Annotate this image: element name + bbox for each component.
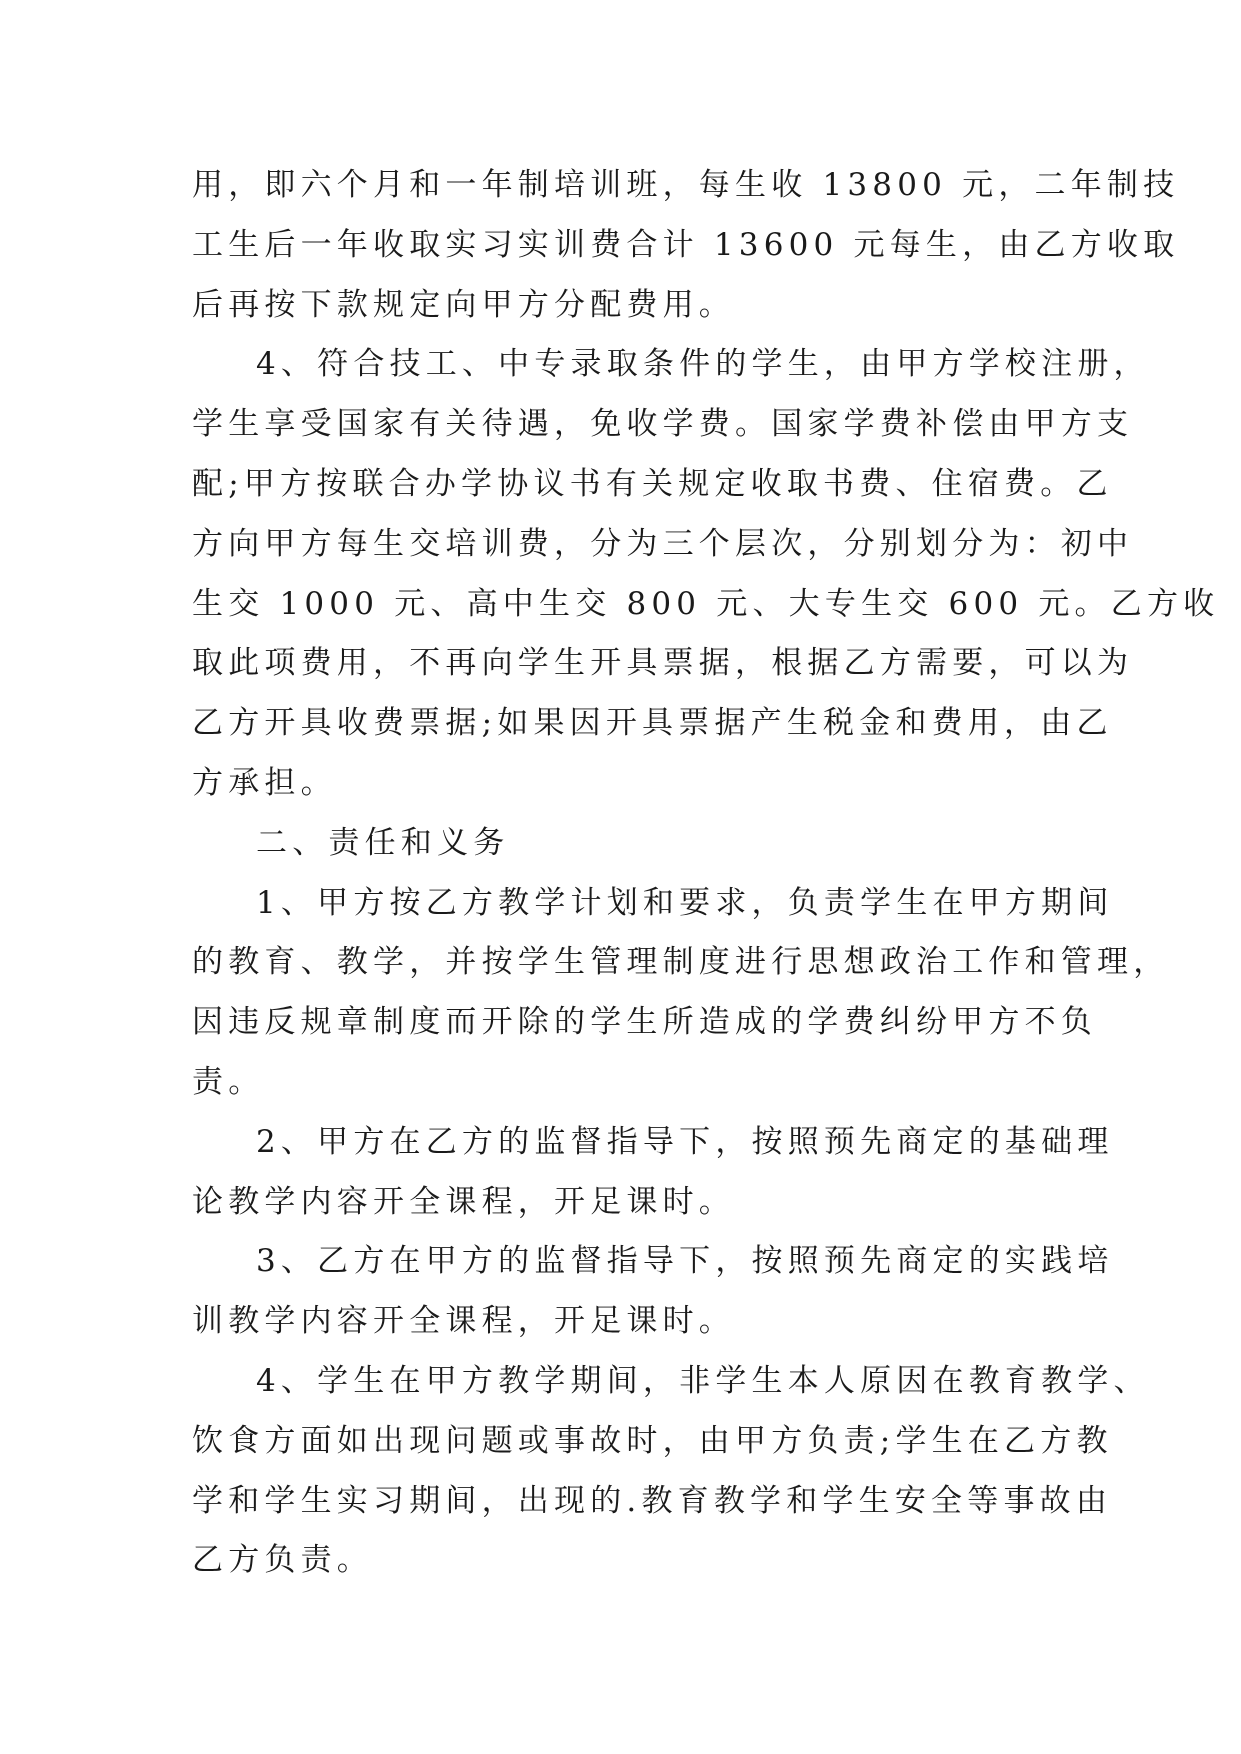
text-line: 因违反规章制度而开除的学生所造成的学费纠纷甲方不负: [192, 1004, 1097, 1041]
paragraph-item-2-theory-teaching: [192, 1113, 1114, 1233]
text-line: 方向甲方每生交培训费，分为三个层次，分别划分为：初中: [192, 525, 1134, 562]
text-line: 的教育、教学，并按学生管理制度进行思想政治工作和管理，: [192, 944, 1170, 981]
text-line: 论教学内容开全课程，开足课时。: [192, 1183, 735, 1220]
text-line: 训教学内容开全课程，开足课时。: [192, 1303, 735, 1340]
paragraph-fee-distribution: [192, 156, 1180, 335]
paragraph-item-4-registration: [192, 335, 1220, 813]
text-line: 学生享受国家有关待遇，免收学费。国家学费补偿由甲方支: [192, 406, 1134, 443]
text-line: 配;甲方按联合办学协议书有关规定收取书费、住宿费。乙: [192, 465, 1113, 502]
text-line: 2、甲方在乙方的监督指导下，按照预先商定的基础理: [256, 1123, 1114, 1160]
text-line: 生交 1000 元、高中生交 800 元、大专生交 600 元。乙方收: [192, 585, 1220, 622]
text-line: 学和学生实习期间，出现的.教育教学和学生安全等事故由: [192, 1482, 1113, 1519]
text-line: 方承担。: [192, 764, 337, 801]
document-body: [192, 156, 1220, 1591]
paragraph-item-4-liability: [192, 1352, 1150, 1591]
section-heading-responsibilities: [192, 814, 1052, 874]
text-line: 工生后一年收取实习实训费合计 13600 元每生，由乙方收取: [192, 226, 1180, 263]
paragraph-item-3-practical-training: [192, 1232, 1114, 1352]
text-line: 4、符合技工、中专录取条件的学生，由甲方学校注册，: [256, 346, 1150, 383]
text-line: 取此项费用，不再向学生开具票据，根据乙方需要，可以为: [192, 645, 1134, 682]
text-line: 责。: [192, 1063, 265, 1100]
text-line: 饮食方面如出现问题或事故时，由甲方负责;学生在乙方教: [192, 1422, 1113, 1459]
section-heading: 二、责任和义务: [256, 824, 510, 861]
text-line: 乙方开具收费票据;如果因开具票据产生税金和费用，由乙: [192, 705, 1113, 742]
text-line: 后再按下款规定向甲方分配费用。: [192, 286, 735, 323]
text-line: 4、学生在甲方教学期间，非学生本人原因在教育教学、: [256, 1362, 1150, 1399]
text-line: 3、乙方在甲方的监督指导下，按照预先商定的实践培: [256, 1243, 1114, 1280]
paragraph-item-1-party-a-duties: [192, 874, 1170, 1113]
text-line: 乙方负责。: [192, 1542, 373, 1579]
text-line: 1、甲方按乙方教学计划和要求，负责学生在甲方期间: [256, 884, 1114, 921]
text-line: 用，即六个月和一年制培训班，每生收 13800 元，二年制技: [192, 167, 1180, 203]
